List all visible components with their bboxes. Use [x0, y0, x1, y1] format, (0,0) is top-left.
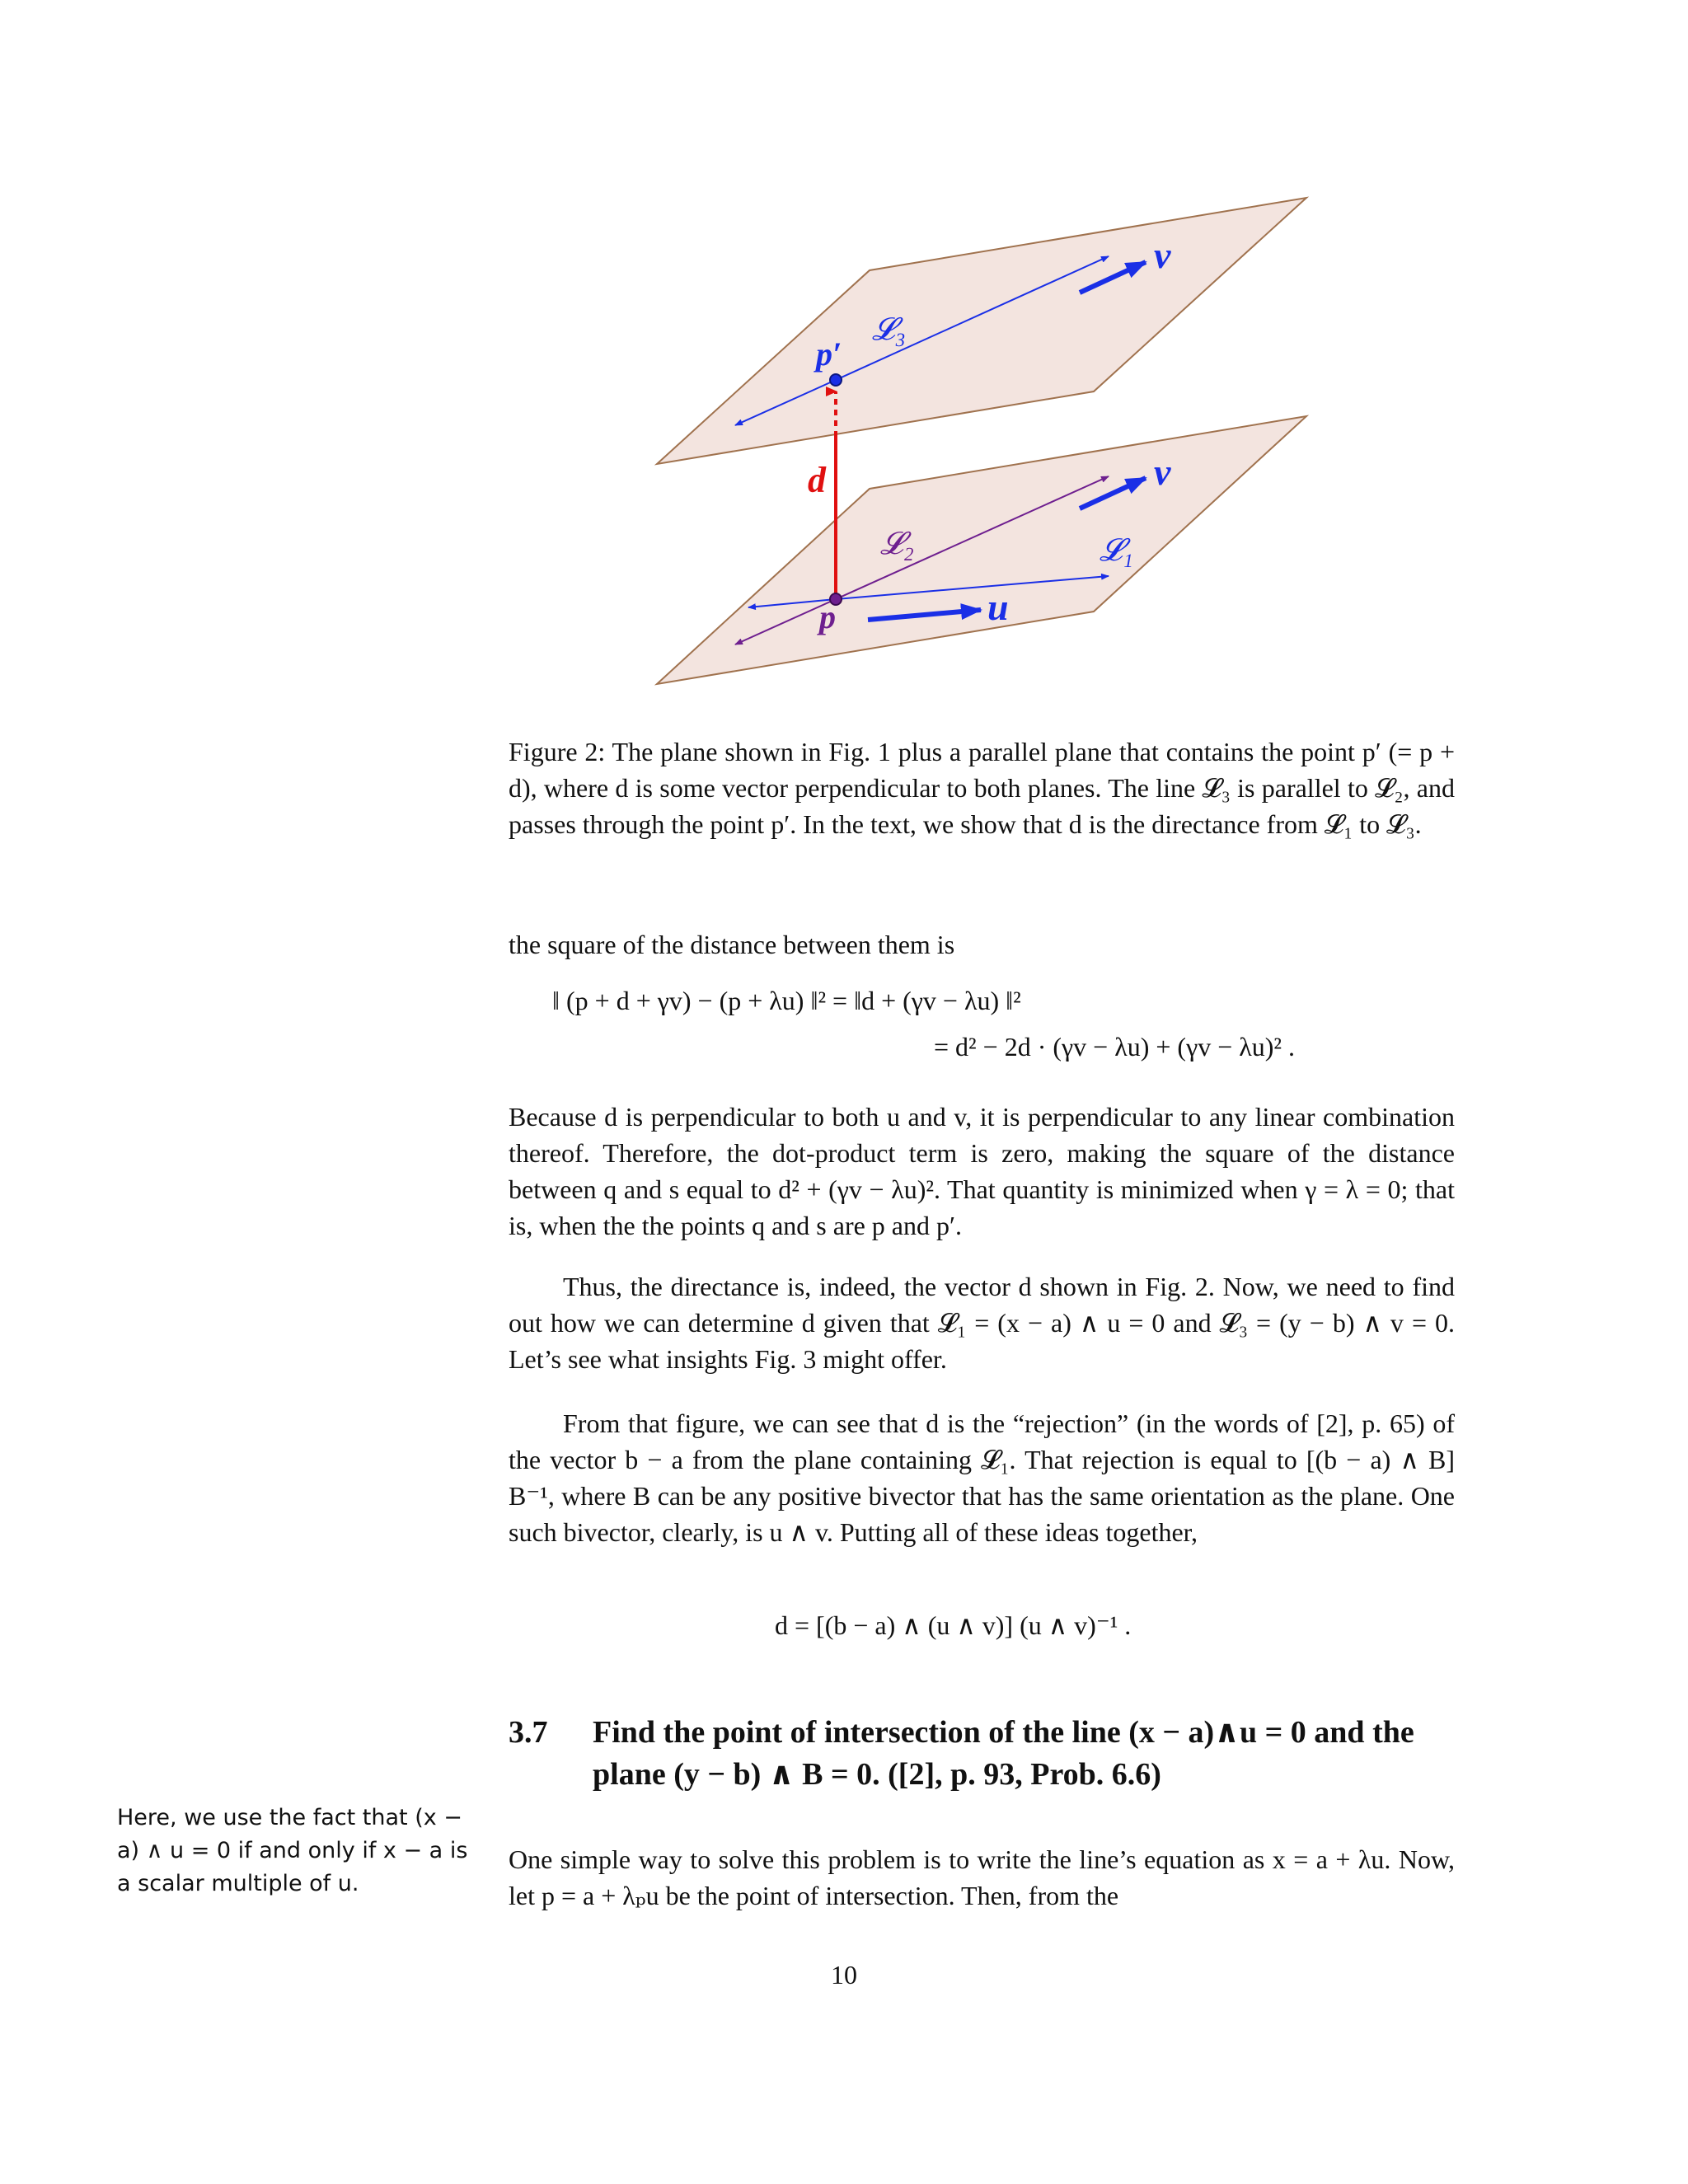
figure-caption: Figure 2: The plane shown in Fig. 1 plus a parallel plane that contains the point p′ (= p + d), where d is some vector perpendicular to both planes. The line 𝓛₃ is parallel to 𝓛₂, and passes through the point p′. In the text, we show that d is the directance from 𝓛₁ to 𝓛₃.	[509, 737, 1455, 839]
paragraph-perpendicular: Because d is perpendicular to both u and v, it is perpendicular to any linear combination thereof. Therefore, the dot-product term is zero, making the square of the distance between q and s equal to d² + (γv − λu)². That quantity is minimized when γ = λ = 0; that is, when the the points q and s are p and p′.	[509, 1102, 1455, 1240]
margin-note: Here, we use the fact that (x − a) ∧ u = 0 if and only if x − a is a scalar multiple of u.	[117, 1805, 468, 1896]
section-number: 3.7	[509, 1715, 548, 1750]
page-number: 10	[831, 1960, 857, 1990]
upper-plane	[657, 198, 1306, 464]
equation-distance-line1: ‖ (p + d + γv) − (p + λu) ‖² = ‖d + (γv − λu) ‖²	[552, 986, 1021, 1015]
label-v-top: v	[1154, 234, 1171, 276]
label-p: p	[819, 598, 836, 635]
lower-plane	[657, 416, 1306, 684]
label-v-bottom: v	[1154, 451, 1171, 493]
section-title: Find the point of intersection of the line (x − a)∧u = 0 and the plane (y − b) ∧ B = 0. ([2], p. 93, Prob. 6.6)	[593, 1715, 1414, 1792]
label-d: d	[808, 460, 826, 500]
paragraph-directance: Thus, the directance is, indeed, the vector d shown in Fig. 2. Now, we need to find out how we can determine d given that 𝓛₁ = (x − a) ∧ u = 0 and 𝓛₃ = (y − b) ∧ v = 0. Let’s see what insights Fig. 3 might offer.	[509, 1272, 1455, 1374]
label-L3: 𝓛₃	[872, 312, 906, 347]
point-p-prime	[830, 374, 842, 386]
paragraph-rejection: From that figure, we can see that d is the “rejection” (in the words of [2], p. 65) of the vector b − a from the plane containing 𝓛₁. That rejection is equal to [(b − a) ∧ B] B⁻¹, where B can be any positive bivector that has the same orientation as the plane. One such bivector, clearly, is u ∧ v. Putting all of these ideas together,	[509, 1408, 1455, 1547]
label-p-prime: p′	[816, 335, 842, 373]
equation-distance-line2: = d² − 2d · (γv − λu) + (γv − λu)² .	[934, 1032, 1296, 1062]
label-u: u	[987, 586, 1009, 628]
paragraph-intro: the square of the distance between them is	[509, 930, 955, 959]
figure-2-diagram	[643, 181, 1327, 709]
label-L2: 𝓛₂	[880, 527, 914, 561]
equation-d: d = [(b − a) ∧ (u ∧ v)] (u ∧ v)⁻¹ .	[775, 1610, 1132, 1640]
paragraph-intersection: One simple way to solve this problem is to write the line’s equation as x = a + λu. Now, let p = a + λₚu be the point of intersection. Then, from the	[509, 1844, 1455, 1910]
label-L1: 𝓛₁	[1100, 533, 1133, 568]
